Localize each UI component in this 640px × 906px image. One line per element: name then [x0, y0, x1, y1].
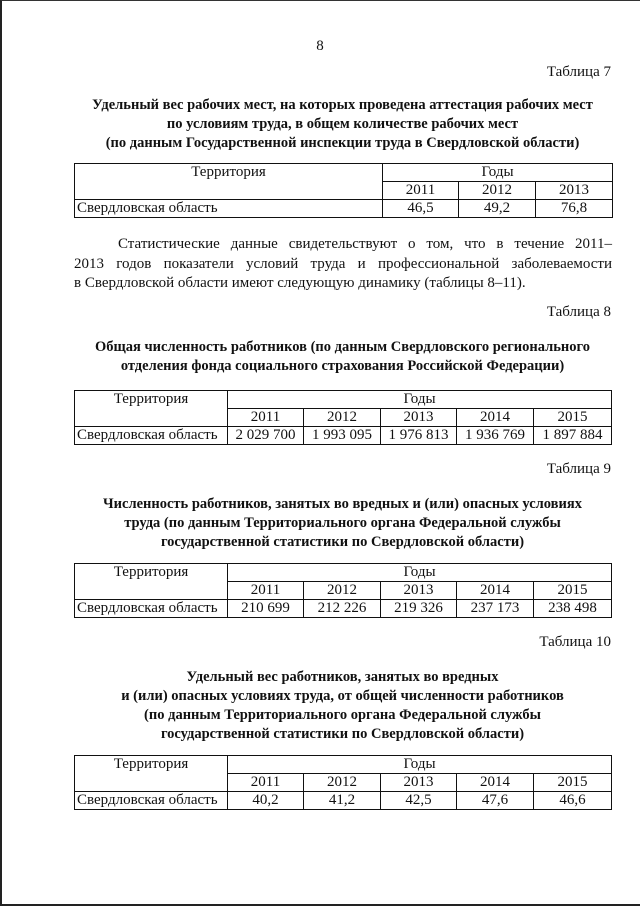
year-header: 2011: [383, 182, 459, 200]
value-cell: 1 936 769: [457, 427, 534, 445]
paragraph-line: в Свердловской области имеют следующую динамику (таблицы 8–11).: [74, 275, 526, 291]
years-group-header: Годы: [383, 164, 613, 182]
region-cell: Свердловская область: [75, 792, 228, 810]
value-cell: 46,5: [383, 200, 459, 218]
table9-title-line: Численность работников, занятых во вредных и (или) опасных условиях: [103, 496, 582, 512]
year-header: 2013: [381, 774, 457, 792]
table8-label: Таблица 8: [546, 304, 611, 320]
value-cell: 2 029 700: [228, 427, 304, 445]
value-cell: 40,2: [228, 792, 304, 810]
year-header: 2011: [228, 582, 304, 600]
table7-title: [70, 96, 615, 153]
table8: [74, 390, 612, 445]
value-cell: 1 993 095: [304, 427, 381, 445]
region-cell: Свердловская область: [75, 200, 383, 218]
value-cell: 210 699: [228, 600, 304, 618]
year-header: 2013: [536, 182, 613, 200]
table-row: [75, 200, 613, 218]
value-cell: 1 897 884: [534, 427, 612, 445]
territory-header: Территория: [75, 391, 228, 427]
table-row: [75, 427, 612, 445]
region-cell: Свердловская область: [75, 427, 228, 445]
table8-title: [70, 338, 615, 376]
value-cell: 237 173: [457, 600, 534, 618]
table8-title-line: Общая численность работников (по данным Свердловского регионального: [94, 339, 590, 355]
years-group-header: Годы: [228, 756, 612, 774]
region-cell: Свердловская область: [75, 600, 228, 618]
years-group-header: Годы: [228, 391, 612, 409]
territory-header: Территория: [75, 756, 228, 792]
table9-title: [70, 495, 615, 552]
year-header: 2013: [381, 582, 457, 600]
year-header: 2015: [534, 774, 612, 792]
value-cell: 49,2: [459, 200, 536, 218]
year-header: 2012: [304, 582, 381, 600]
year-header: 2011: [228, 409, 304, 427]
value-cell: 1 976 813: [381, 427, 457, 445]
territory-header: Территория: [75, 164, 383, 200]
year-header: 2013: [381, 409, 457, 427]
year-header: 2012: [459, 182, 536, 200]
value-cell: 238 498: [534, 600, 612, 618]
value-cell: 212 226: [304, 600, 381, 618]
year-header: 2014: [457, 774, 534, 792]
territory-header: Территория: [75, 564, 228, 600]
table7-title-line: Удельный вес рабочих мест, на которых проведена аттестация рабочих мест: [92, 97, 593, 113]
table7-title-line: по условиям труда, в общем количестве рабочих мест: [166, 116, 519, 132]
year-header: 2014: [457, 582, 534, 600]
paragraph-line: Статистические данные свидетельствуют о том, что в течение 2011–: [118, 236, 612, 252]
years-group-header: Годы: [228, 564, 612, 582]
table7-title-line: (по данным Государственной инспекции труда в Свердловской области): [105, 135, 580, 151]
table9: [74, 563, 612, 618]
table10-title-line: Удельный вес работников, занятых во вредных: [186, 669, 499, 685]
table8-title-line: отделения фонда социального страхования Российской Федерации): [120, 358, 565, 374]
table9-title-line: труда (по данным Территориального органа Федеральной службы: [124, 515, 561, 531]
year-header: 2015: [534, 409, 612, 427]
body-paragraph: [74, 235, 612, 294]
value-cell: 47,6: [457, 792, 534, 810]
value-cell: 76,8: [536, 200, 613, 218]
table10-title-line: (по данным Территориального органа Федеральной службы: [144, 707, 541, 723]
table10-title-line: государственной статистики по Свердловской области): [160, 726, 525, 742]
value-cell: 219 326: [381, 600, 457, 618]
table10-label: Таблица 10: [539, 634, 611, 650]
table9-title-line: государственной статистики по Свердловской области): [160, 534, 525, 550]
year-header: 2014: [457, 409, 534, 427]
table10-title-line: и (или) опасных условиях труда, от общей численности работников: [121, 688, 564, 704]
table9-label: Таблица 9: [546, 461, 611, 477]
table10-title: [70, 668, 615, 744]
value-cell: 46,6: [534, 792, 612, 810]
year-header: 2012: [304, 409, 381, 427]
year-header: 2011: [228, 774, 304, 792]
value-cell: 41,2: [304, 792, 381, 810]
table-row: [75, 600, 612, 618]
table7: [74, 163, 613, 218]
table10: [74, 755, 612, 810]
page-number: 8: [316, 38, 324, 54]
value-cell: 42,5: [381, 792, 457, 810]
year-header: 2015: [534, 582, 612, 600]
year-header: 2012: [304, 774, 381, 792]
table7-label: Таблица 7: [546, 64, 611, 80]
table-row: [75, 792, 612, 810]
paragraph-line: 2013 годов показатели условий труда и профессиональной заболеваемости: [74, 255, 612, 272]
